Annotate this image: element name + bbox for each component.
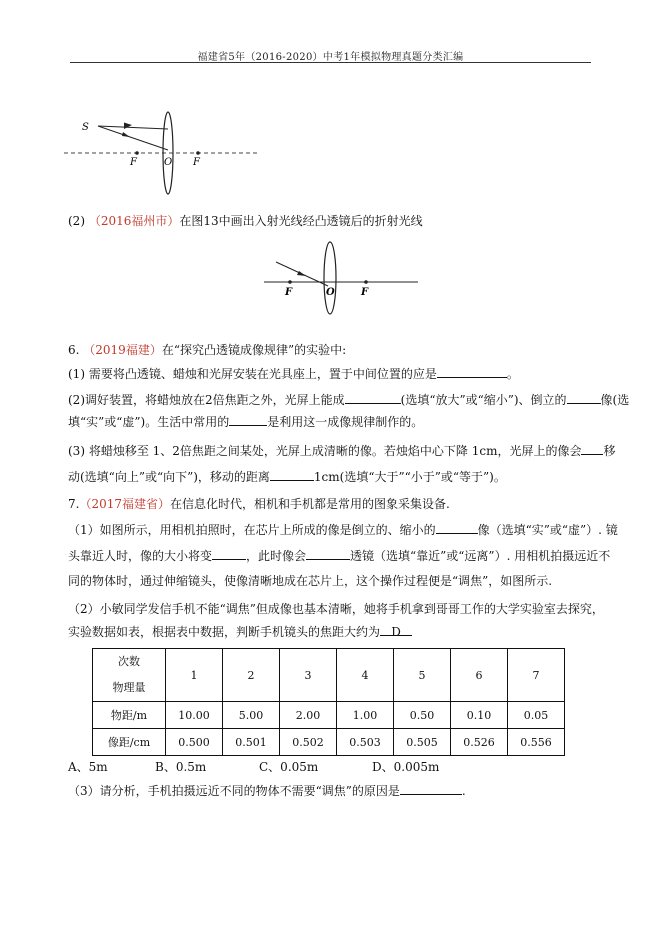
answer-blank[interactable] — [229, 414, 267, 426]
table-corner-bottom: 物理量 — [112, 681, 146, 694]
q6-source: （2019福建） — [83, 343, 162, 357]
table-cell: 0.500 — [166, 729, 223, 756]
table-header-row — [93, 649, 565, 702]
table-cell: 0.505 — [394, 729, 451, 756]
table-cell: 0.05 — [508, 702, 565, 729]
fig1-label-f2: F — [193, 157, 200, 168]
q7-part2-a: （2）小敏同学发信手机不能“调焦”但成像也基本清晰，她将手机拿到哥哥工作的大学实验室去探究， — [68, 602, 604, 616]
q6-part2-line2 — [68, 414, 423, 430]
answer-blank[interactable] — [436, 522, 478, 534]
table-cell: 1.00 — [337, 702, 394, 729]
table-cell: 0.526 — [451, 729, 508, 756]
table-header-cell: 7 — [508, 649, 565, 702]
q6-part2-e: 是利用这一成像规律制作的。 — [267, 415, 424, 429]
q6-part2-line1 — [68, 392, 629, 408]
answer-blank[interactable] — [345, 392, 401, 404]
table-header-cell: 2 — [223, 649, 280, 702]
q6-stem-text: 在“探究凸透镜成像规律”的实验中: — [161, 343, 347, 357]
header-rule — [70, 62, 591, 63]
answer-blank[interactable] — [567, 392, 601, 404]
lens-figure-2 — [262, 238, 422, 318]
table-cell: 0.10 — [451, 702, 508, 729]
q6-part3-a: (3) 将蜡烛移至 1、2倍焦距之间某处，光屏上成清晰的像。若烛焰中心下降 1cm，光屏上的像会 — [68, 444, 582, 458]
fig1-label-s: S — [82, 122, 89, 133]
q7-number: 7. — [68, 497, 80, 511]
table-cell: 0.556 — [508, 729, 565, 756]
table-header-cell: 3 — [280, 649, 337, 702]
table-cell: 5.00 — [223, 702, 280, 729]
q6-number: 6. — [68, 343, 80, 357]
q7-part1-line1 — [68, 522, 618, 538]
answer-blank[interactable] — [270, 469, 314, 481]
table-cell: 0.501 — [223, 729, 280, 756]
q6-part1 — [68, 366, 519, 382]
q6-part3-b: 移 — [603, 444, 616, 458]
table-corner-top: 次数 — [118, 655, 140, 668]
q6-part3-c: 动(选填“向上”或“向下”)，移动的距离 — [68, 470, 270, 484]
q7-stem — [68, 496, 450, 512]
answer-blank[interactable] — [581, 443, 603, 455]
table-row-label: 像距/cm — [93, 729, 166, 756]
item-2-text: 在图13中画出入射光线经凸透镜后的折射光线 — [179, 214, 423, 228]
table-row — [93, 702, 565, 729]
q6-part1-text: (1) 需要将凸透镜、蜡烛和光屏安装在光具座上，置于中间位置的应是 — [68, 367, 437, 381]
fig1-label-o: O — [164, 157, 173, 168]
answer-blank[interactable] — [212, 548, 246, 560]
fig2-label-f2: F — [361, 287, 369, 298]
q6-part3-d: 1cm(选填“大于”“小于”或“等于”)。 — [313, 470, 506, 484]
table-cell: 0.502 — [280, 729, 337, 756]
q7-part1-line2 — [68, 548, 610, 564]
fig2-label-o: O — [326, 287, 335, 298]
table-header-cell: 4 — [337, 649, 394, 702]
page-header: 福建省5年（2016-2020）中考1年模拟物理真题分类汇编 — [197, 52, 464, 63]
q7-part1-d: ，此时像会 — [246, 549, 307, 563]
fig2-label-f1: F — [285, 287, 293, 298]
table-cell: 10.00 — [166, 702, 223, 729]
q7-part3-end: . — [461, 784, 466, 798]
q6-part2-c: 像(选 — [600, 393, 630, 407]
q7-part1-line3 — [68, 573, 552, 589]
table-corner-cell — [93, 649, 166, 702]
choice-d[interactable]: D、0.005m — [372, 760, 440, 774]
q7-stem-text: 在信息化时代，相机和手机都是常用的图象采集设备. — [170, 497, 450, 511]
choice-c[interactable]: C、0.05m — [259, 760, 319, 774]
q6-stem — [68, 342, 346, 358]
q6-part2-b: (选填“放大”或“缩小”)、倒立的 — [400, 393, 567, 407]
answer-blank[interactable] — [400, 783, 462, 795]
fig1-label-f1: F — [130, 157, 137, 168]
q7-part1-c: 头靠近人时，像的大小将变 — [68, 549, 213, 563]
table-row — [93, 729, 565, 756]
choice-b[interactable]: B、0.5m — [155, 760, 207, 774]
q7-part2-b: 实验数据如表，根据表中数据，判断手机镜头的焦距大约为 — [68, 625, 381, 639]
answer-blank-filled[interactable]: D — [380, 624, 412, 636]
item-2-source: （2016福州市） — [88, 214, 180, 228]
q7-part1-f: 同的物体时，通过伸缩镜头，使像清晰地成在芯片上，这个操作过程便是“调焦”，如图所示. — [68, 574, 553, 588]
item-2 — [68, 213, 423, 229]
q7-part3-a: （3）请分析，手机拍摄远近不同的物体不需要“调焦”的原因是 — [68, 784, 400, 798]
q7-part1-a: （1）如图所示，用相机拍照时，在芯片上所成的像是倒立的、缩小的 — [68, 523, 436, 537]
table-row-label: 物距/m — [93, 702, 166, 729]
table-header-cell: 1 — [166, 649, 223, 702]
q6-part2-a: (2)调好装置，将蜡烛放在2倍焦距之外，光屏上能成 — [68, 393, 345, 407]
q6-part3-line2 — [68, 469, 506, 485]
table-cell: 0.503 — [337, 729, 394, 756]
table-header-cell: 6 — [451, 649, 508, 702]
q7-source: （2017福建省） — [79, 497, 170, 511]
table-header-cell: 5 — [394, 649, 451, 702]
item-2-number: (2) — [68, 214, 85, 228]
q7-part2-line1 — [68, 601, 604, 617]
answer-blank[interactable] — [306, 548, 350, 560]
q6-part1-end: 。 — [506, 367, 519, 381]
choice-a[interactable]: A、5m — [68, 760, 108, 774]
q6-part2-d: 填“实”或“虚”)。生活中常用的 — [68, 415, 230, 429]
table-cell: 0.50 — [394, 702, 451, 729]
answer-blank[interactable] — [437, 366, 507, 378]
q7-part2-line2 — [68, 624, 412, 640]
q7-part1-b: 像（选填“实”或“虚”）. 镜 — [477, 523, 618, 537]
table-cell: 2.00 — [280, 702, 337, 729]
data-table — [92, 648, 565, 756]
q6-part3-line1 — [68, 443, 615, 459]
q7-part3 — [68, 783, 466, 799]
q7-part1-e: 透镜（选填“靠近”或“远离”）. 用相机拍摄远近不 — [350, 549, 611, 563]
lens-figure-1 — [60, 108, 280, 200]
